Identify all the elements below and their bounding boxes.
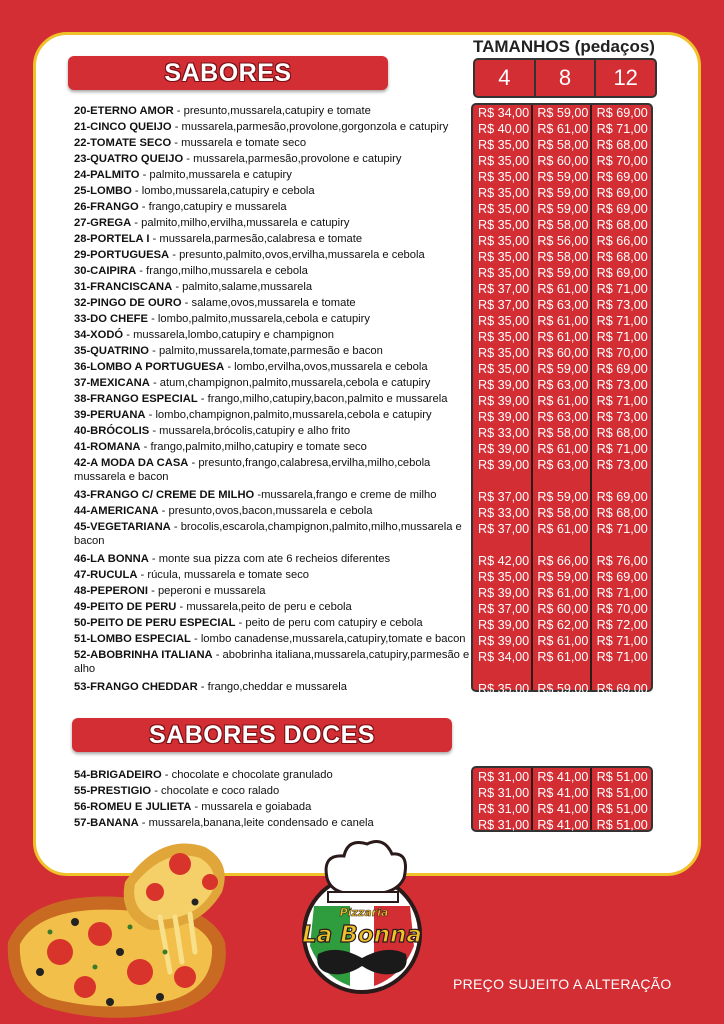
flavor-description: - mussarela,lombo,catupiry e champignon [123, 329, 334, 341]
flavor-description: - chocolate e coco ralado [151, 785, 280, 797]
price-12: R$ 70,00 [596, 346, 648, 360]
price-8: R$ 58,00 [537, 138, 589, 152]
price-8: R$ 59,00 [537, 202, 589, 216]
price-4: R$ 35,00 [478, 202, 530, 216]
price-row [473, 618, 651, 632]
price-row [473, 250, 651, 264]
flavor-item [74, 585, 472, 599]
price-8: R$ 61,00 [537, 522, 589, 536]
flavor-name: 46-LA BONNA [74, 553, 149, 565]
price-12: R$ 51,00 [596, 786, 648, 800]
price-4: R$ 37,00 [478, 602, 530, 616]
flavor-name: 27-GREGA [74, 217, 132, 229]
price-12: R$ 69,00 [596, 186, 648, 200]
flavor-description: - mussarela,brócolis,catupiry e alho frito [149, 425, 351, 437]
flavor-name: 41-ROMANA [74, 441, 141, 453]
flavor-name: 30-CAIPIRA [74, 265, 137, 277]
price-row [473, 234, 651, 248]
price-row [473, 458, 651, 472]
flavor-name: 31-FRANCISCANA [74, 281, 173, 293]
flavor-item [74, 489, 472, 503]
logo-main-text: La Bonna [302, 922, 422, 948]
flavor-description: - frango,cheddar e mussarela [197, 681, 347, 693]
price-row [473, 330, 651, 344]
price-8: R$ 58,00 [537, 426, 589, 440]
price-row [473, 378, 651, 392]
price-4: R$ 35,00 [478, 154, 530, 168]
price-8: R$ 62,00 [537, 618, 589, 632]
flavor-item [74, 601, 472, 615]
price-8: R$ 63,00 [537, 410, 589, 424]
price-4: R$ 34,00 [478, 650, 530, 664]
flavor-name: 22-TOMATE SECO [74, 137, 172, 149]
price-row [473, 506, 651, 520]
price-4: R$ 39,00 [478, 410, 530, 424]
price-4: R$ 39,00 [478, 394, 530, 408]
price-row [473, 442, 651, 456]
price-8: R$ 41,00 [537, 786, 589, 800]
price-4: R$ 31,00 [478, 818, 530, 832]
price-4: R$ 35,00 [478, 250, 530, 264]
flavor-item [74, 185, 472, 199]
price-12: R$ 51,00 [596, 770, 648, 784]
price-row [473, 394, 651, 408]
flavor-description: - brocolis,escarola,champignon,palmito,milho,mussarela e bacon [74, 521, 462, 547]
price-4: R$ 35,00 [478, 234, 530, 248]
section-title-doces: SABORES DOCES [72, 718, 452, 752]
flavor-description: - peperoni e mussarela [148, 585, 266, 597]
flavor-description: - monte sua pizza com ate 6 recheios diferentes [148, 553, 391, 565]
flavor-description: - frango,palmito,milho,catupiry e tomate seco [140, 441, 367, 453]
price-8: R$ 60,00 [537, 154, 589, 168]
price-12: R$ 66,00 [596, 234, 648, 248]
flavor-name: 29-PORTUGUESA [74, 249, 170, 261]
flavor-description: - presunto,ovos,bacon,mussarela e cebola [158, 505, 373, 517]
flavor-description: - mussarela,parmesão,provolone,gorgonzola e catupiry [171, 121, 449, 133]
size-12: 12 [594, 60, 655, 96]
price-row [473, 314, 651, 328]
flavor-name: 38-FRANGO ESPECIAL [74, 393, 198, 405]
price-row [473, 426, 651, 440]
flavor-name: 20-ETERNO AMOR [74, 105, 174, 117]
price-row [473, 170, 651, 184]
price-12: R$ 68,00 [596, 218, 648, 232]
price-8: R$ 60,00 [537, 346, 589, 360]
price-4: R$ 40,00 [478, 122, 530, 136]
price-4: R$ 31,00 [478, 770, 530, 784]
flavor-item [74, 769, 472, 783]
price-8: R$ 63,00 [537, 458, 589, 472]
price-12: R$ 69,00 [596, 106, 648, 120]
flavor-item [74, 121, 472, 135]
flavor-name: 32-PINGO DE OURO [74, 297, 182, 309]
sizes-title: TAMANHOS (pedaços) [473, 37, 655, 56]
flavor-name: 51-LOMBO ESPECIAL [74, 633, 191, 645]
price-row [473, 154, 651, 168]
price-row [473, 266, 651, 280]
price-8: R$ 58,00 [537, 250, 589, 264]
price-12: R$ 73,00 [596, 410, 648, 424]
price-12: R$ 73,00 [596, 298, 648, 312]
flavor-item [74, 521, 472, 548]
flavor-item [74, 409, 472, 423]
price-8: R$ 59,00 [537, 186, 589, 200]
flavor-item [74, 633, 472, 647]
flavor-item [74, 377, 472, 391]
flavor-item [74, 801, 472, 815]
price-12: R$ 70,00 [596, 602, 648, 616]
flavor-item [74, 153, 472, 167]
price-row [473, 770, 651, 784]
price-8: R$ 61,00 [537, 282, 589, 296]
flavor-description: - palmito,mussarela,tomate,parmesão e bacon [149, 345, 383, 357]
price-12: R$ 71,00 [596, 634, 648, 648]
price-row [473, 346, 651, 360]
price-notice: PREÇO SUJEITO A ALTERAÇÃO [453, 976, 672, 992]
price-8: R$ 59,00 [537, 362, 589, 376]
flavor-description: - abobrinha italiana,mussarela,catupiry,parmesão e alho [74, 649, 470, 675]
flavor-name: 43-FRANGO C/ CREME DE MILHO [74, 489, 255, 501]
flavor-name: 44-AMERICANA [74, 505, 159, 517]
price-8: R$ 59,00 [537, 106, 589, 120]
flavor-item [74, 785, 472, 799]
price-12: R$ 71,00 [596, 122, 648, 136]
price-4: R$ 35,00 [478, 138, 530, 152]
flavor-item [74, 345, 472, 359]
flavor-item [74, 553, 472, 567]
price-8: R$ 61,00 [537, 122, 589, 136]
flavor-description: - mussarela,peito de peru e cebola [176, 601, 352, 613]
flavor-name: 47-RUCULA [74, 569, 138, 581]
flavor-description: - palmito,mussarela e catupiry [139, 169, 292, 181]
flavor-item [74, 217, 472, 231]
price-row [473, 682, 651, 696]
price-8: R$ 61,00 [537, 330, 589, 344]
price-4: R$ 35,00 [478, 346, 530, 360]
price-4: R$ 35,00 [478, 218, 530, 232]
price-4: R$ 39,00 [478, 458, 530, 472]
price-4: R$ 35,00 [478, 682, 530, 696]
price-12: R$ 69,00 [596, 490, 648, 504]
price-4: R$ 31,00 [478, 786, 530, 800]
la-bonna-logo [292, 836, 432, 996]
flavor-item [74, 393, 472, 407]
price-8: R$ 41,00 [537, 818, 589, 832]
price-8: R$ 58,00 [537, 218, 589, 232]
price-12: R$ 71,00 [596, 522, 648, 536]
price-12: R$ 71,00 [596, 330, 648, 344]
price-row [473, 202, 651, 216]
price-12: R$ 68,00 [596, 250, 648, 264]
flavor-item [74, 169, 472, 183]
price-8: R$ 59,00 [537, 490, 589, 504]
price-12: R$ 71,00 [596, 394, 648, 408]
price-4: R$ 31,00 [478, 802, 530, 816]
flavor-item [74, 265, 472, 279]
flavor-description: - lombo,palmito,mussarela,cebola e catupiry [147, 313, 370, 325]
flavor-item [74, 617, 472, 631]
flavor-item [74, 313, 472, 327]
price-row [473, 650, 651, 664]
price-row [473, 490, 651, 504]
flavor-item [74, 297, 472, 311]
price-row [473, 586, 651, 600]
flavor-item [74, 233, 472, 247]
price-table [471, 103, 653, 696]
flavor-name: 39-PERUANA [74, 409, 146, 421]
price-12: R$ 69,00 [596, 682, 648, 696]
flavor-description: - peito de peru com catupiry e cebola [235, 617, 423, 629]
flavor-description: - lombo,champignon,palmito,mussarela,cebola e catupiry [145, 409, 432, 421]
flavor-description: - atum,champignon,palmito,mussarela,cebola e catupiry [149, 377, 431, 389]
flavor-description: - mussarela,parmesão,calabresa e tomate [149, 233, 363, 245]
price-8: R$ 63,00 [537, 298, 589, 312]
price-8: R$ 61,00 [537, 314, 589, 328]
flavor-item [74, 649, 472, 676]
price-4: R$ 37,00 [478, 490, 530, 504]
price-8: R$ 59,00 [537, 266, 589, 280]
price-4: R$ 35,00 [478, 186, 530, 200]
price-row [473, 106, 651, 120]
flavor-item [74, 681, 472, 695]
flavor-description: - mussarela,parmesão,provolone e catupiry [183, 153, 402, 165]
logo-top-text: Pizzaria [339, 906, 389, 919]
flavor-item [74, 425, 472, 439]
flavor-item [74, 441, 472, 455]
price-4: R$ 33,00 [478, 506, 530, 520]
flavor-name: 28-PORTELA I [74, 233, 150, 245]
section-title-sabores: SABORES [68, 56, 388, 90]
price-8: R$ 63,00 [537, 378, 589, 392]
price-4: R$ 39,00 [478, 378, 530, 392]
price-row [473, 362, 651, 376]
price-4: R$ 39,00 [478, 442, 530, 456]
price-8: R$ 61,00 [537, 586, 589, 600]
flavor-name: 56-ROMEU E JULIETA [74, 801, 192, 813]
price-8: R$ 59,00 [537, 170, 589, 184]
price-12: R$ 73,00 [596, 378, 648, 392]
price-12: R$ 70,00 [596, 154, 648, 168]
flavor-name: 24-PALMITO [74, 169, 140, 181]
flavor-name: 48-PEPERONI [74, 585, 148, 597]
price-4: R$ 39,00 [478, 586, 530, 600]
price-row [473, 554, 651, 568]
price-8: R$ 61,00 [537, 634, 589, 648]
price-12: R$ 71,00 [596, 282, 648, 296]
price-12: R$ 71,00 [596, 650, 648, 664]
price-row [473, 282, 651, 296]
flavor-description: - palmito,salame,mussarela [172, 281, 313, 293]
price-4: R$ 33,00 [478, 426, 530, 440]
price-12: R$ 71,00 [596, 442, 648, 456]
flavor-description: - frango,milho,mussarela e cebola [136, 265, 308, 277]
flavor-description: - presunto,mussarela,catupiry e tomate [173, 105, 371, 117]
flavor-description: - rúcula, mussarela e tomate seco [137, 569, 310, 581]
price-12: R$ 76,00 [596, 554, 648, 568]
flavor-item [74, 505, 472, 519]
flavor-description: - salame,ovos,mussarela e tomate [181, 297, 356, 309]
size-4: 4 [498, 65, 511, 90]
flavor-name: 42-A MODA DA CASA [74, 457, 189, 469]
price-row [473, 818, 651, 832]
flavor-name: 37-MEXICANA [74, 377, 150, 389]
price-4: R$ 42,00 [478, 554, 530, 568]
flavor-name: 25-LOMBO [74, 185, 132, 197]
flavor-description: - palmito,milho,ervilha,mussarela e catupiry [131, 217, 350, 229]
flavor-description: - lombo,mussarela,catupiry e cebola [131, 185, 315, 197]
price-row [473, 138, 651, 152]
flavor-name: 57-BANANA [74, 817, 139, 829]
price-row [473, 298, 651, 312]
sweet-price-table [471, 766, 653, 832]
price-12: R$ 69,00 [596, 170, 648, 184]
size-8: 8 [534, 60, 595, 96]
price-row [473, 218, 651, 232]
price-row [473, 602, 651, 616]
price-4: R$ 35,00 [478, 362, 530, 376]
flavor-name: 52-ABOBRINHA ITALIANA [74, 649, 213, 661]
flavor-item [74, 137, 472, 151]
price-4: R$ 35,00 [478, 570, 530, 584]
flavor-item [74, 361, 472, 375]
flavor-name: 54-BRIGADEIRO [74, 769, 162, 781]
flavor-description: - mussarela e tomate seco [171, 137, 307, 149]
price-row [473, 786, 651, 800]
price-12: R$ 69,00 [596, 570, 648, 584]
flavor-name: 50-PEITO DE PERU ESPECIAL [74, 617, 236, 629]
price-4: R$ 35,00 [478, 314, 530, 328]
pizza-image [0, 822, 240, 1024]
flavor-name: 33-DO CHEFE [74, 313, 148, 325]
price-4: R$ 35,00 [478, 170, 530, 184]
flavor-name: 55-PRESTIGIO [74, 785, 152, 797]
flavor-item [74, 329, 472, 343]
price-4: R$ 37,00 [478, 282, 530, 296]
flavor-description: - chocolate e chocolate granulado [161, 769, 333, 781]
flavor-name: 45-VEGETARIANA [74, 521, 171, 533]
price-8: R$ 58,00 [537, 506, 589, 520]
price-4: R$ 37,00 [478, 298, 530, 312]
price-row [473, 570, 651, 584]
flavor-name: 21-CINCO QUEIJO [74, 121, 172, 133]
flavor-name: 49-PEITO DE PERU [74, 601, 177, 613]
flavor-description: - presunto,frango,calabresa,ervilha,milho,cebola mussarela e bacon [74, 457, 431, 483]
price-8: R$ 61,00 [537, 650, 589, 664]
price-row [473, 634, 651, 648]
price-row [473, 802, 651, 816]
price-8: R$ 61,00 [537, 394, 589, 408]
price-12: R$ 73,00 [596, 458, 648, 472]
price-row [473, 122, 651, 136]
price-4: R$ 37,00 [478, 522, 530, 536]
price-4: R$ 35,00 [478, 330, 530, 344]
price-12: R$ 68,00 [596, 138, 648, 152]
flavor-description: - lombo,ervilha,ovos,mussarela e cebola [224, 361, 428, 373]
price-row [473, 522, 651, 536]
price-12: R$ 71,00 [596, 314, 648, 328]
price-12: R$ 51,00 [596, 802, 648, 816]
price-12: R$ 69,00 [596, 202, 648, 216]
price-8: R$ 41,00 [537, 802, 589, 816]
price-row [473, 410, 651, 424]
flavor-item [74, 281, 472, 295]
price-row [473, 186, 651, 200]
price-12: R$ 68,00 [596, 506, 648, 520]
price-12: R$ 69,00 [596, 266, 648, 280]
price-8: R$ 59,00 [537, 682, 589, 696]
flavor-item [74, 249, 472, 263]
price-8: R$ 66,00 [537, 554, 589, 568]
flavor-description: - lombo canadense,mussarela,catupiry,tomate e bacon [190, 633, 466, 645]
flavor-name: 36-LOMBO A PORTUGUESA [74, 361, 225, 373]
price-12: R$ 68,00 [596, 426, 648, 440]
price-8: R$ 60,00 [537, 602, 589, 616]
sizes-header [473, 58, 657, 98]
price-8: R$ 56,00 [537, 234, 589, 248]
price-12: R$ 71,00 [596, 586, 648, 600]
flavor-description: - frango,milho,catupiry,bacon,palmito e mussarela [197, 393, 448, 405]
price-8: R$ 59,00 [537, 570, 589, 584]
price-8: R$ 41,00 [537, 770, 589, 784]
flavor-item [74, 457, 472, 484]
flavor-item [74, 201, 472, 215]
flavor-item [74, 569, 472, 583]
price-12: R$ 69,00 [596, 362, 648, 376]
flavor-description: - mussarela,banana,leite condensado e canela [138, 817, 374, 829]
price-4: R$ 39,00 [478, 634, 530, 648]
flavor-description: - mussarela e goiabada [191, 801, 312, 813]
flavor-name: 40-BRÓCOLIS [74, 425, 150, 437]
flavor-name: 53-FRANGO CHEDDAR [74, 681, 198, 693]
price-4: R$ 34,00 [478, 106, 530, 120]
flavor-description: - presunto,palmito,ovos,ervilha,mussarela e cebola [169, 249, 425, 261]
flavor-name: 23-QUATRO QUEIJO [74, 153, 184, 165]
price-12: R$ 51,00 [596, 818, 648, 832]
flavor-item [74, 105, 472, 119]
flavor-description: - frango,catupiry e mussarela [138, 201, 287, 213]
flavor-name: 34-XODÓ [74, 329, 124, 341]
flavor-name: 35-QUATRINO [74, 345, 150, 357]
flavor-description: -mussarela,frango e creme de milho [254, 489, 437, 501]
price-4: R$ 39,00 [478, 618, 530, 632]
price-4: R$ 35,00 [478, 266, 530, 280]
price-12: R$ 72,00 [596, 618, 648, 632]
flavor-name: 26-FRANGO [74, 201, 139, 213]
price-8: R$ 61,00 [537, 442, 589, 456]
